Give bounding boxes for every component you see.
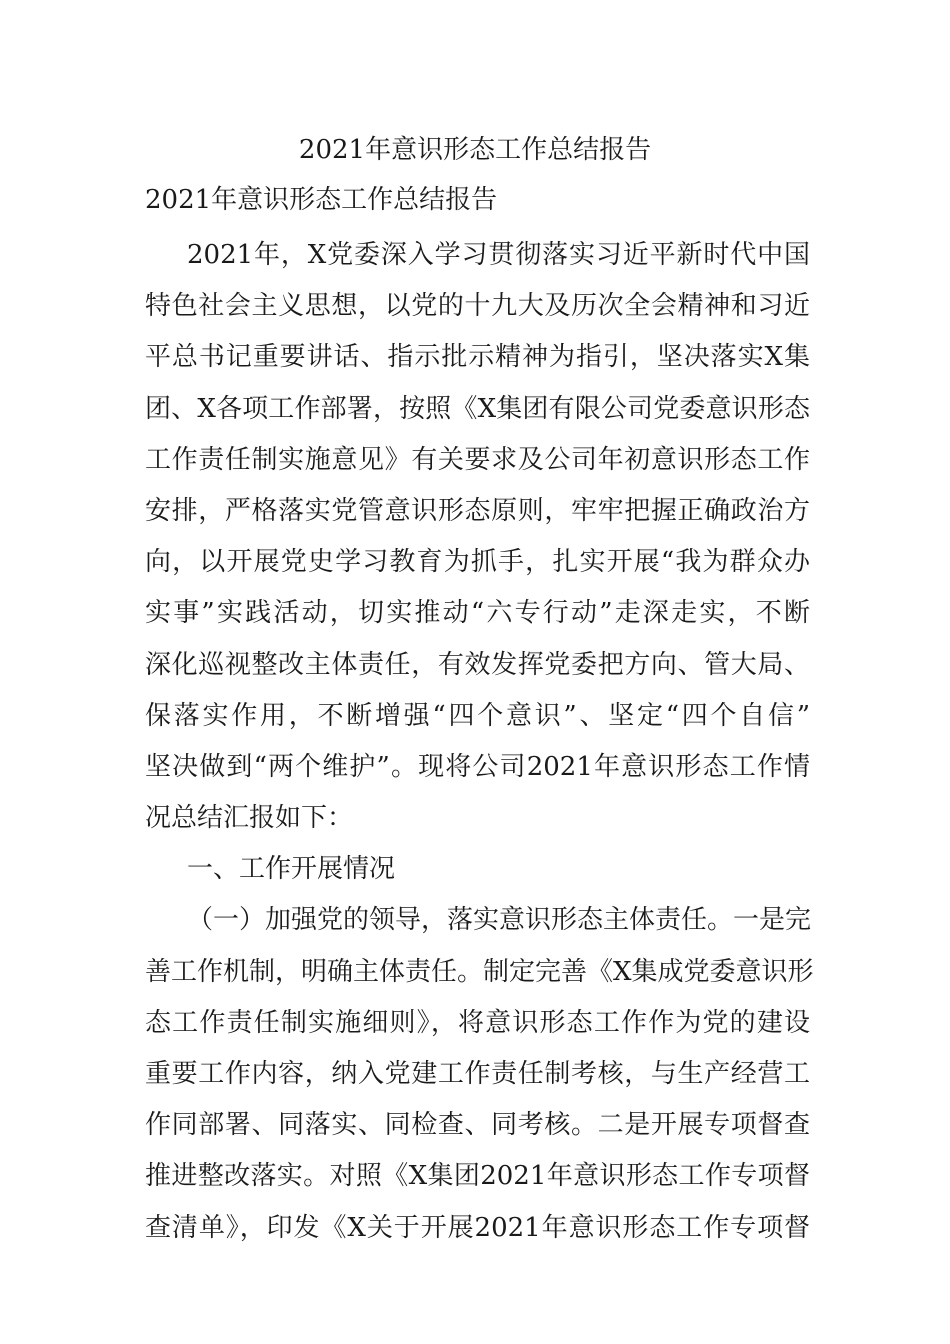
paragraph-line: 深化巡视整改主体责任，有效发挥党委把方向、管大局、	[145, 649, 810, 680]
paragraph-line: 实事”实践活动，切实推动“六专行动”走深走实，不断	[145, 598, 810, 629]
paragraph-line: 坚决做到“两个维护”。现将公司2021年意识形态工作情	[145, 751, 810, 782]
paragraph-line: 保落实作用，不断增强“四个意识”、坚定“四个自信”	[145, 700, 810, 731]
document-subtitle: 2021年意识形态工作总结报告	[145, 185, 498, 215]
paragraph-line: 特色社会主义思想，以党的十九大及历次全会精神和习近	[145, 291, 810, 322]
paragraph-line: 向，以开展党史学习教育为抓手，扎实开展“我为群众办	[145, 547, 810, 578]
paragraph-line: 团、X各项工作部署，按照《X集团有限公司党委意识形态	[145, 393, 810, 424]
document-title: 2021年意识形态工作总结报告	[298, 135, 652, 165]
paragraph-line: 工作责任制实施意见》有关要求及公司年初意识形态工作	[145, 444, 810, 475]
paragraph-line: 态工作责任制实施细则》，将意识形态工作作为党的建设	[145, 1007, 810, 1038]
paragraph-line: 作同部署、同落实、同检查、同考核。二是开展专项督查	[145, 1110, 810, 1141]
paragraph-line: 平总书记重要讲话、指示批示精神为指引，坚决落实X集	[145, 342, 810, 373]
paragraph-line: （一）加强党的领导，落实意识形态主体责任。一是完	[187, 905, 812, 936]
paragraph-line: 查清单》，印发《X关于开展2021年意识形态工作专项督	[145, 1212, 810, 1243]
paragraph-line: 善工作机制，明确主体责任。制定完善《X集成党委意识形	[145, 956, 814, 987]
section-heading: 一、工作开展情况	[187, 854, 396, 885]
paragraph-line: 重要工作内容，纳入党建工作责任制考核，与生产经营工	[145, 1059, 810, 1089]
paragraph-line: 况总结汇报如下：	[145, 803, 354, 834]
paragraph-line: 推进整改落实。对照《X集团2021年意识形态工作专项督	[145, 1161, 810, 1192]
paragraph-line: 安排，严格落实党管意识形态原则，牢牢把握正确政治方	[145, 495, 810, 526]
document-body	[145, 230, 814, 1254]
paragraph-line: 2021年，X党委深入学习贯彻落实习近平新时代中国	[187, 240, 810, 270]
